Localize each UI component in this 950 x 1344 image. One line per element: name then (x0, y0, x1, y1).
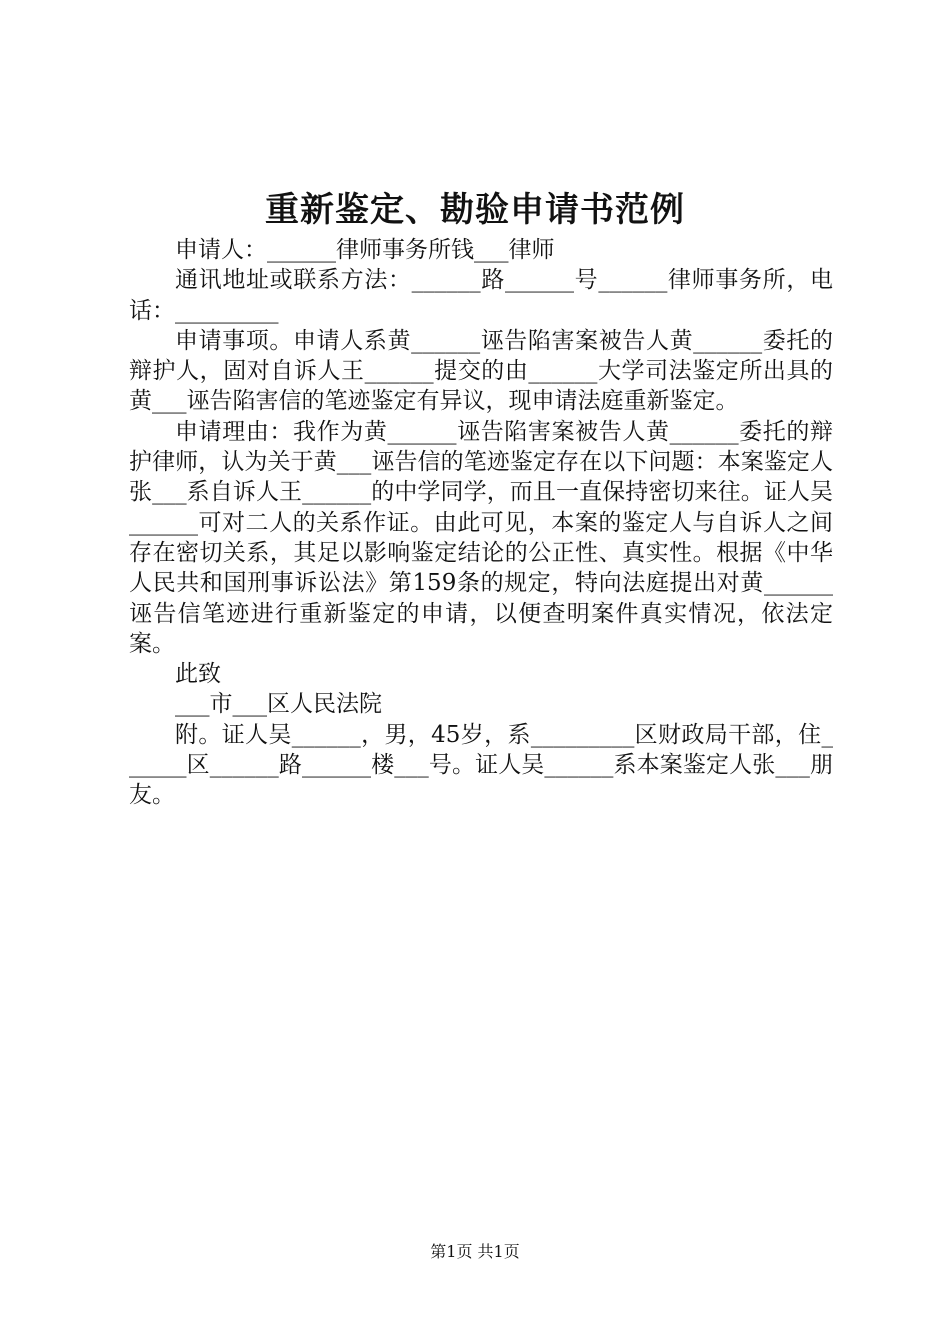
paragraph-contact: 通讯地址或联系方法：______路______号______律师事务所，电话：_________ (129, 267, 833, 324)
paragraph-reason: 申请理由：我作为黄______诬告陷害案被告人黄______委托的辩护律师，认为关于黄___诬告信的笔迹鉴定存在以下问题：本案鉴定人张___系自诉人王______的中学同学，而且一直保持密切来往。证人吴______可对二人的关系作证。由此可见，本案的鉴定人与自诉人之间存在密切关系，其足以影响鉴定结论的公正性、真实性。根据《中华人民共和国刑事诉讼法》第159条的规定，特向法庭提出对黄______诬告信笔迹进行重新鉴定的申请，以便查明案件真实情况，依法定案。 (129, 418, 833, 657)
paragraph-court: ___市___区人民法院 (175, 691, 382, 718)
paragraph-request: 申请事项。申请人系黄______诬告陷害案被告人黄______委托的辩护人，固对自诉人王______提交的由______大学司法鉴定所出具的黄___诬告陷害信的笔迹鉴定有异议，现申请法庭重新鉴定。 (129, 327, 833, 415)
paragraph-salutation: 此致 (175, 661, 221, 688)
document-body (129, 235, 833, 811)
paragraph-attachment: 附。证人吴______，男，45岁，系_________区财政局干部，住______区______路______楼___号。证人吴______系本案鉴定人张___朋友。 (129, 721, 833, 809)
paragraph-applicant: 申请人：______律师事务所钱___律师 (175, 237, 555, 263)
document-title: 重新鉴定、勘验申请书范例 (265, 190, 685, 230)
page-footer: 第1页 共1页 (430, 1242, 520, 1261)
